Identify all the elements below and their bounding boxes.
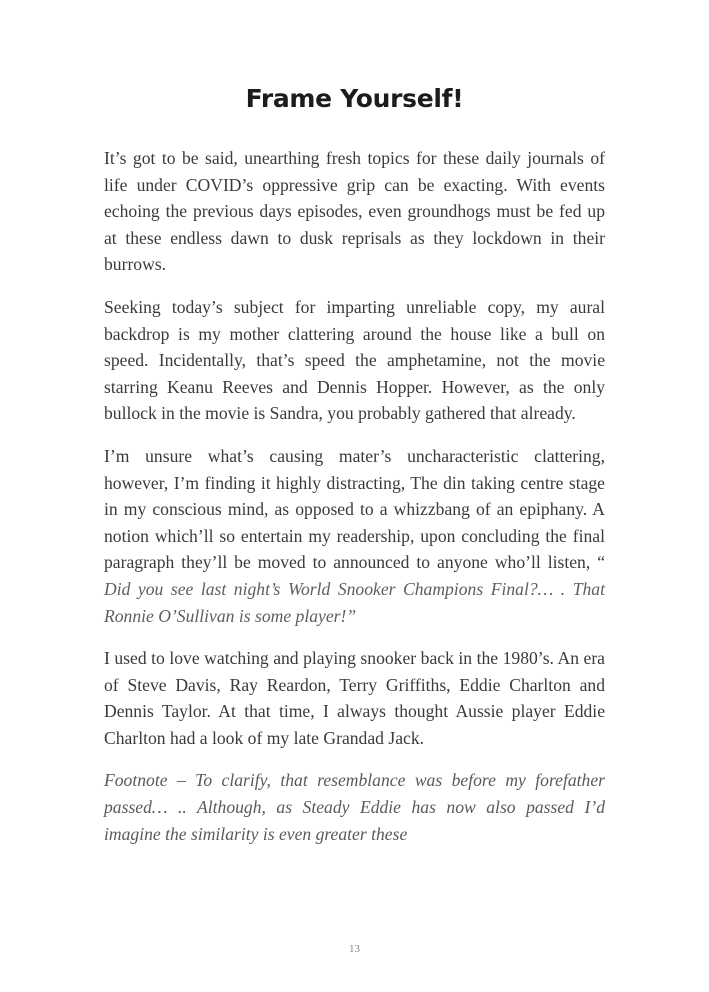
paragraph-3-text: I’m unsure what’s causing mater’s uncharacteristic clattering, however, I’m finding it highly distracting, The din taking centre stage in my conscious mind, as opposed to a whizzbang of an epiphany. A notion which’ll so entertain my readership, upon concluding the final paragraph they’ll be moved to announced to anyone who’ll listen, “ (104, 445, 605, 573)
paragraph-3 (104, 443, 605, 629)
page-number: 13 (349, 943, 360, 955)
body-text (104, 145, 605, 847)
footnote: Footnote – To clarify, that resemblance was before my forefather passed… .. Although, as Steady Eddie has now also passed I’d imagine the similarity is even greater these (104, 770, 605, 844)
paragraph-1: It’s got to be said, unearthing fresh topics for these daily journals of life under COVID’s oppressive grip can be exacting. With events echoing the previous days episodes, even groundhogs must be fed up at these endless dawn to dusk reprisals as they lockdown in their burrows. (104, 148, 605, 275)
paragraph-2: Seeking today’s subject for imparting unreliable copy, my aural backdrop is my mother clattering around the house like a bull on speed. Incidentally, that’s speed the amphetamine, not the movie starring Keanu Reeves and Dennis Hopper. However, as the only bullock in the movie is Sandra, you probably gathered that already. (104, 296, 605, 424)
paragraph-4: I used to love watching and playing snooker back in the 1980’s. An era of Steve Davis, Ray Reardon, Terry Griffiths, Eddie Charlton and Dennis Taylor. At that time, I always thought Aussie player Eddie Charlton had a look of my late Grandad Jack. (104, 648, 605, 748)
page-title: Frame Yourself! (245, 84, 464, 113)
snooker-quote: Did you see last night’s World Snooker Champions Final?… . That Ronnie O’Sullivan is some player!” (104, 578, 605, 626)
